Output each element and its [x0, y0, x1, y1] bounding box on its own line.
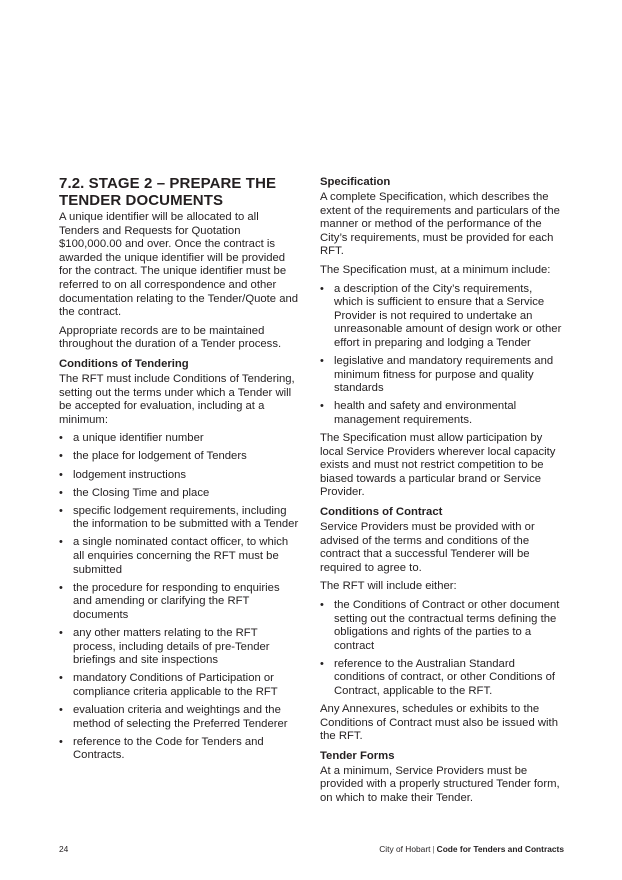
list-item: • reference to the Australian Standard conditions of contract, or other Conditions of Contract, applicable to the RFT. — [320, 658, 564, 699]
paragraph-local-participation: The Specification must allow participation by local Service Providers wherever local capacity exists and must not restrict competition to be biased towards a particular brand or Service Provider. — [320, 432, 556, 499]
list-item: • the Closing Time and place — [59, 487, 301, 501]
list-item: • the place for lodgement of Tenders — [59, 450, 301, 464]
paragraph-contract-terms: Service Providers must be provided with or advised of the terms and conditions of the contract that a successful Tenderer will be required to agree to. — [320, 520, 535, 574]
list-item: • a unique identifier number — [59, 432, 301, 446]
list-item: • evaluation criteria and weightings and the method of selecting the Preferred Tenderer — [59, 704, 301, 731]
list-item: • lodgement instructions — [59, 469, 301, 483]
page-number: 24 — [59, 844, 69, 854]
paragraph-unique-identifier: A unique identifier will be allocated to all Tenders and Requests for Quotation $100,000.00 and over. Once the contract is awarded the unique identifier will be provided for the contract. The unique identifier must be referred to on all correspondence and other documentation relating to the Tender/Quote and the contract. — [59, 211, 299, 319]
list-item: • reference to the Code for Tenders and Contracts. — [59, 736, 301, 763]
paragraph-spec-minimum: The Specification must, at a minimum include: — [320, 263, 551, 276]
conditions-of-contract-heading: Conditions of Contract — [320, 505, 443, 518]
section-heading: 7.2. STAGE 2 – PREPARE THE TENDER DOCUMENTS — [59, 175, 277, 209]
footer-org: City of Hobart — [379, 844, 431, 854]
page-footer — [59, 842, 564, 856]
specification-heading: Specification — [320, 176, 391, 188]
list-item: • a description of the City’s requirements, which is sufficient to ensure that a Service Provider is not required to undertake an unreasonable amount of design work or other effort in preparing and lodging a Tender — [320, 283, 564, 351]
tendering-bullet-list — [59, 432, 301, 762]
paragraph-rft-conditions: The RFT must include Conditions of Tendering, setting out the terms under which a Tender will be accepted for evaluation, including at a minimum: — [59, 372, 295, 426]
list-item: • the procedure for responding to enquiries and amending or clarifying the RFT documents — [59, 582, 301, 623]
footer-doc-title: Code for Tenders and Contracts — [436, 844, 564, 854]
right-column — [320, 175, 564, 811]
paragraph-tender-forms: At a minimum, Service Providers must be provided with a properly structured Tender form, on which to make their Tender. — [320, 764, 560, 805]
list-item: • mandatory Conditions of Participation or compliance criteria applicable to the RFT — [59, 672, 301, 699]
list-item: • specific lodgement requirements, including the information to be submitted with a Tender — [59, 505, 301, 532]
list-item: • a single nominated contact officer, to which all enquiries concerning the RFT must be submitted — [59, 536, 301, 577]
list-item: • legislative and mandatory requirements and minimum fitness for purpose and quality standards — [320, 355, 564, 396]
specification-bullet-list — [320, 283, 564, 428]
footer-separator: | — [432, 844, 435, 854]
list-item: • health and safety and environmental management requirements. — [320, 400, 564, 427]
contract-bullet-list — [320, 599, 564, 699]
footer-title — [379, 842, 564, 856]
paragraph-annexures: Any Annexures, schedules or exhibits to the Conditions of Contract must also be issued with the RFT. — [320, 703, 558, 743]
conditions-of-tendering-heading: Conditions of Tendering — [59, 357, 189, 370]
list-item: • any other matters relating to the RFT process, including details of pre-Tender briefings and site inspections — [59, 627, 301, 668]
paragraph-rft-either: The RFT will include either: — [320, 580, 457, 593]
paragraph-specification: A complete Specification, which describes the extent of the requirements and particulars of the manner or method of the performance of the City’s requirements, must be provided for each RFT. — [320, 191, 560, 258]
paragraph-records: Appropriate records are to be maintained throughout the duration of a Tender process. — [59, 324, 282, 351]
left-column — [59, 175, 301, 767]
tender-forms-heading: Tender Forms — [320, 749, 395, 762]
list-item: • the Conditions of Contract or other document setting out the contractual terms defining the obligations and rights of the parties to a contract — [320, 599, 564, 653]
